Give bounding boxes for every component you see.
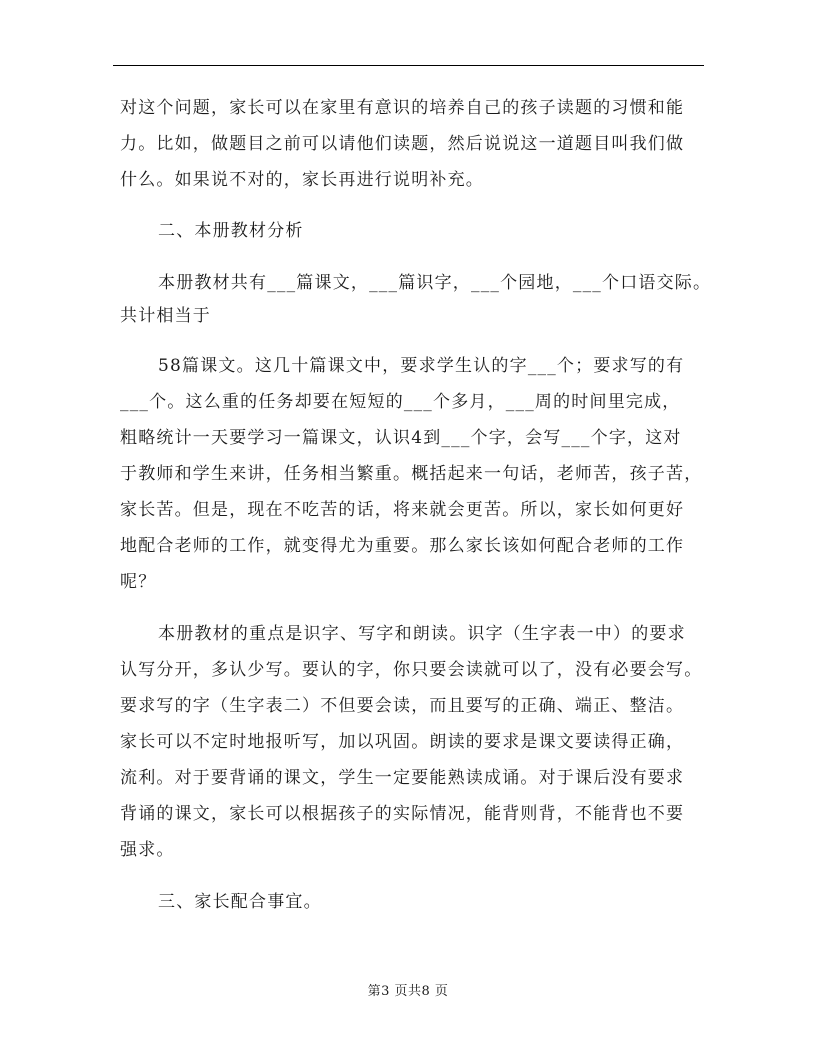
text-line: 强求。 [120, 840, 175, 860]
header-rule [113, 65, 704, 66]
text-line: 什么。如果说不对的，家长再进行说明补充。 [120, 170, 484, 190]
text-line: 本册教材的重点是识字、写字和朗读。识字（生字表一中）的要求 [158, 624, 686, 644]
text-line: 流利。对于要背诵的课文，学生一定要能熟读成诵。对于课后没有要求 [120, 768, 685, 788]
text-line: 家长可以不定时地报听写，加以巩固。朗读的要求是课文要读得正确， [120, 732, 685, 752]
text-line: ___个。这么重的任务却要在短短的___个多月，___周的时间里完成， [120, 392, 681, 412]
text-line: 力。比如，做题目之前可以请他们读题，然后说说这一道题目叫我们做 [120, 134, 685, 154]
text-line: 对这个问题，家长可以在家里有意识的培养自己的孩子读题的习惯和能 [120, 98, 685, 118]
text-line: 呢？ [120, 572, 157, 592]
text-line: 58篇课文。这几十篇课文中，要求学生认的字___个；要求写的有 [158, 356, 685, 376]
text-line: 于教师和学生来讲，任务相当繁重。概括起来一句话，老师苦，孩子苦， [120, 464, 703, 484]
text-line: 认写分开，多认少写。要认的字，你只要会读就可以了，没有必要会写。 [120, 660, 703, 680]
text-line: 背诵的课文，家长可以根据孩子的实际情况，能背则背，不能背也不要 [120, 804, 685, 824]
text-line: 要求写的字（生字表二）不但要会读，而且要写的正确、端正、整洁。 [120, 696, 685, 716]
text-line: 家长苦。但是，现在不吃苦的话，将来就会更苦。所以，家长如何更好 [120, 500, 685, 520]
page-number: 第3 页共8 页 [367, 984, 449, 999]
text-line: 共计相当于 [120, 306, 211, 326]
section-heading: 三、家长配合事宜。 [158, 892, 322, 912]
text-line: 粗略统计一天要学习一篇课文，认识4到___个字，会写___个字，这对 [120, 428, 682, 448]
section-heading: 二、本册教材分析 [158, 221, 304, 241]
text-line: 本册教材共有___篇课文，___篇识字，___个园地，___个口语交际。 [158, 273, 712, 293]
text-line: 地配合老师的工作，就变得尤为重要。那么家长该如何配合老师的工作 [120, 536, 685, 556]
